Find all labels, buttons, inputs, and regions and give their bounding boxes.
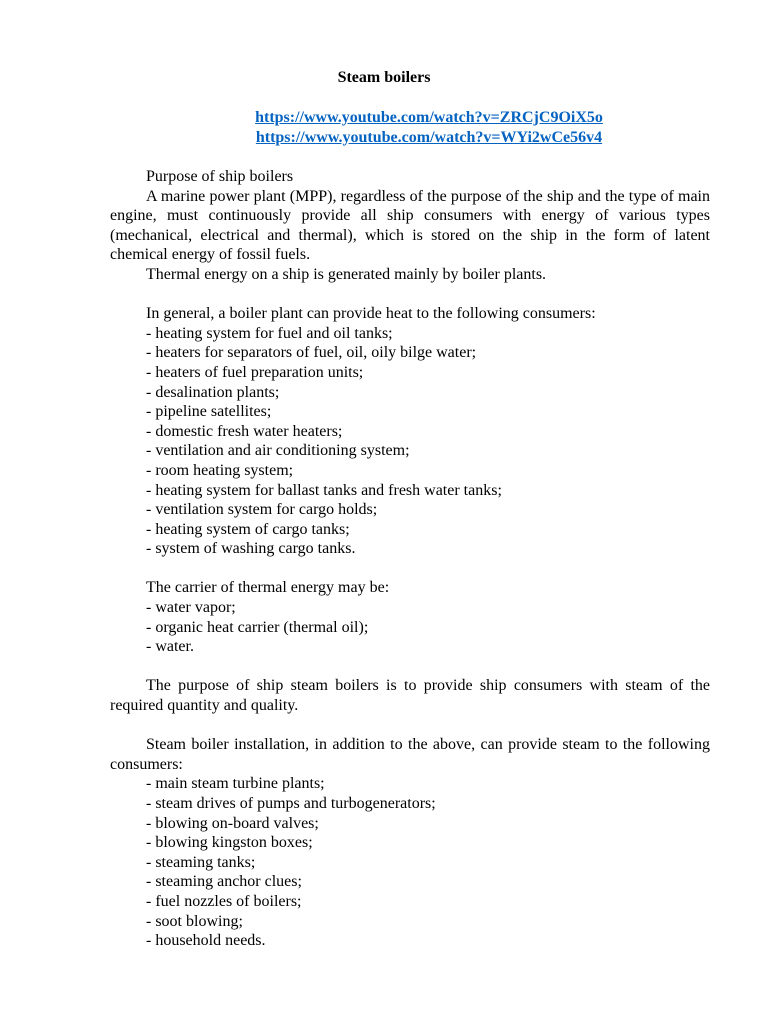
steam-intro: Steam boiler installation, in addition to the above, can provide steam to the following consumers: (110, 736, 710, 773)
list-item: - heating system of cargo tanks; (146, 520, 350, 538)
list-item: - heating system for ballast tanks and fresh water tanks; (146, 481, 502, 499)
paragraph-thermal: Thermal energy on a ship is generated mainly by boiler plants. (146, 265, 547, 283)
list-item: - desalination plants; (146, 383, 280, 401)
document-body (110, 167, 710, 951)
list-item: - soot blowing; (146, 912, 243, 930)
carrier-intro: The carrier of thermal energy may be: (146, 579, 390, 597)
document-title: Steam boilers (337, 69, 431, 86)
list-item: - main steam turbine plants; (146, 775, 325, 793)
paragraph-mpp: A marine power plant (MPP), regardless of the purpose of the ship and the type of main engine, must continuously provide all ship consumers with energy of various types (mechanical, electrical and thermal), which is stored on the ship in the form of latent chemical energy of fossil fuels. (110, 187, 710, 264)
list-item: - water vapor; (146, 599, 236, 617)
list-item: - organic heat carrier (thermal oil); (146, 618, 369, 636)
list-item: - domestic fresh water heaters; (146, 422, 343, 440)
list-item: - ventilation and air conditioning system; (146, 442, 410, 460)
youtube-link-2[interactable]: https://www.youtube.com/watch?v=WYi2wCe56v4 (255, 128, 603, 146)
list-item: - system of washing cargo tanks. (146, 540, 356, 558)
list-item: - steaming tanks; (146, 853, 256, 871)
list-item: - blowing on-board valves; (146, 814, 319, 832)
list-item: - heaters of fuel preparation units; (146, 363, 364, 381)
list-item: - blowing kingston boxes; (146, 834, 313, 852)
list-item: - pipeline satellites; (146, 403, 272, 421)
section-heading: Purpose of ship boilers (146, 168, 294, 185)
video-links (0, 108, 768, 147)
list-item: - steaming anchor clues; (146, 873, 302, 891)
list-item: - fuel nozzles of boilers; (146, 892, 302, 910)
paragraph-purpose: The purpose of ship steam boilers is to provide ship consumers with steam of the required quantity and quality. (110, 677, 710, 715)
list-item: - steam drives of pumps and turbogenerators; (146, 795, 436, 812)
list-item: - heaters for separators of fuel, oil, oily bilge water; (146, 344, 477, 362)
list-item: - ventilation system for cargo holds; (146, 501, 378, 519)
list-item: - household needs. (146, 932, 266, 950)
list-item: - water. (146, 638, 194, 656)
youtube-link-1[interactable]: https://www.youtube.com/watch?v=ZRCjC9OiX5o (255, 109, 603, 126)
list-item: - heating system for fuel and oil tanks; (146, 324, 393, 342)
consumers-intro: In general, a boiler plant can provide heat to the following consumers: (146, 305, 596, 323)
list-item: - room heating system; (146, 461, 294, 479)
